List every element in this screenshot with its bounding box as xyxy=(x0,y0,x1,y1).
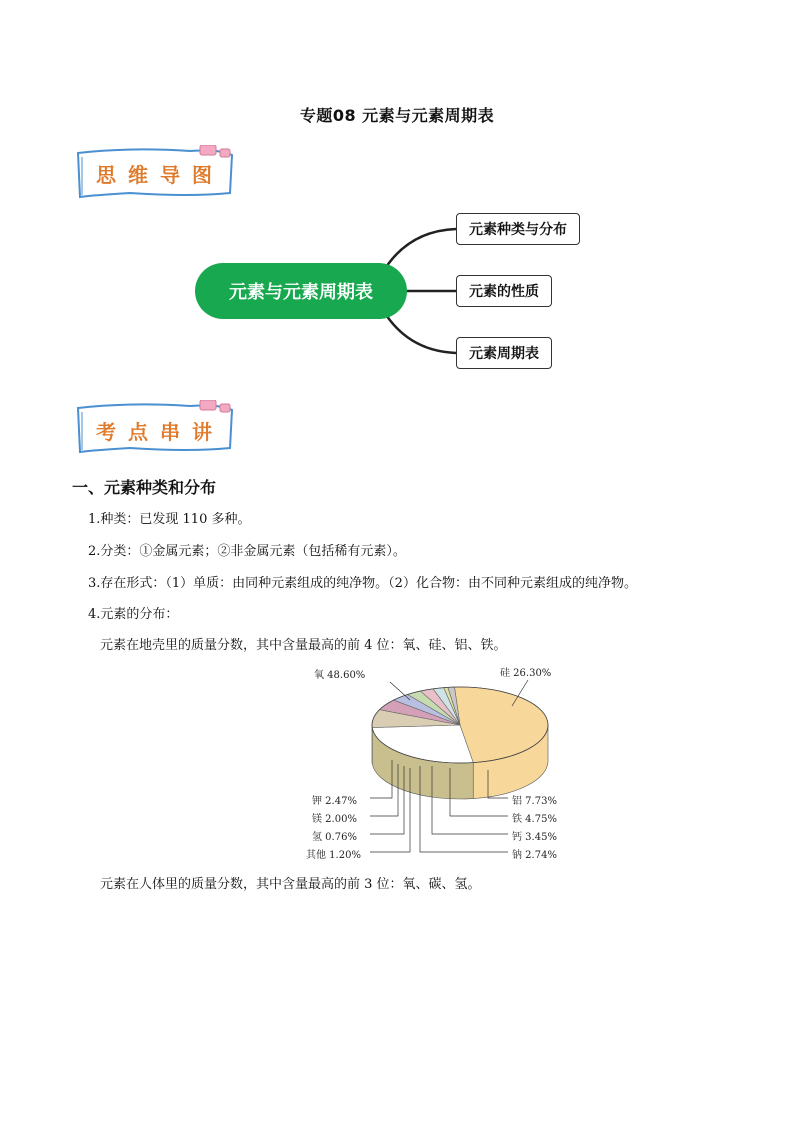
pie-label-8: 氢 0.76% xyxy=(312,832,357,843)
mind-map-center-node: 元素与元素周期表 xyxy=(195,263,407,319)
pie-label-1: 硅 26.30% xyxy=(500,668,552,679)
item-classification: 2.分类：①金属元素；②非金属元素（包括稀有元素）。 xyxy=(88,544,406,559)
banner-mindmap-label: 思维导图 xyxy=(96,163,224,187)
keypoints-banner xyxy=(70,400,240,458)
item-distribution: 4.元素的分布： xyxy=(88,607,179,622)
body-description: 元素在人体里的质量分数，其中含量最高的前 3 位：氧、碳、氢。 xyxy=(100,877,481,892)
banner-keypoints-label: 考点串讲 xyxy=(96,420,224,444)
mind-map-branch-properties: 元素的性质 xyxy=(456,275,552,307)
pie-label-6: 钾 2.47% xyxy=(312,796,357,807)
pie-label-2: 铝 7.73% xyxy=(512,796,557,807)
crust-description: 元素在地壳里的质量分数，其中含量最高的前 4 位：氧、硅、铝、铁。 xyxy=(100,638,507,653)
item-species: 1.种类：已发现 110 多种。 xyxy=(88,512,251,527)
mindmap-banner xyxy=(70,145,240,203)
pie-label-9: 其他 1.20% xyxy=(306,850,361,861)
mind-map xyxy=(190,205,610,380)
pie-label-7: 镁 2.00% xyxy=(312,814,357,825)
mind-map-branch-species: 元素种类与分布 xyxy=(456,213,580,245)
pie-label-5: 钠 2.74% xyxy=(512,850,557,861)
crust-element-pie-chart xyxy=(300,660,590,860)
pie-label-0: 氧 48.60% xyxy=(314,670,366,681)
pie-label-3: 铁 4.75% xyxy=(512,814,557,825)
pie-label-4: 钙 3.45% xyxy=(512,832,557,843)
section-heading: 一、元素种类和分布 xyxy=(72,478,217,497)
page-title: 专题08 元素与元素周期表 xyxy=(299,106,495,125)
item-existence: 3.存在形式：（1）单质：由同种元素组成的纯净物。（2）化合物：由不同种元素组成的纯净物。 xyxy=(88,576,637,591)
mind-map-branch-periodic-table: 元素周期表 xyxy=(456,337,552,369)
